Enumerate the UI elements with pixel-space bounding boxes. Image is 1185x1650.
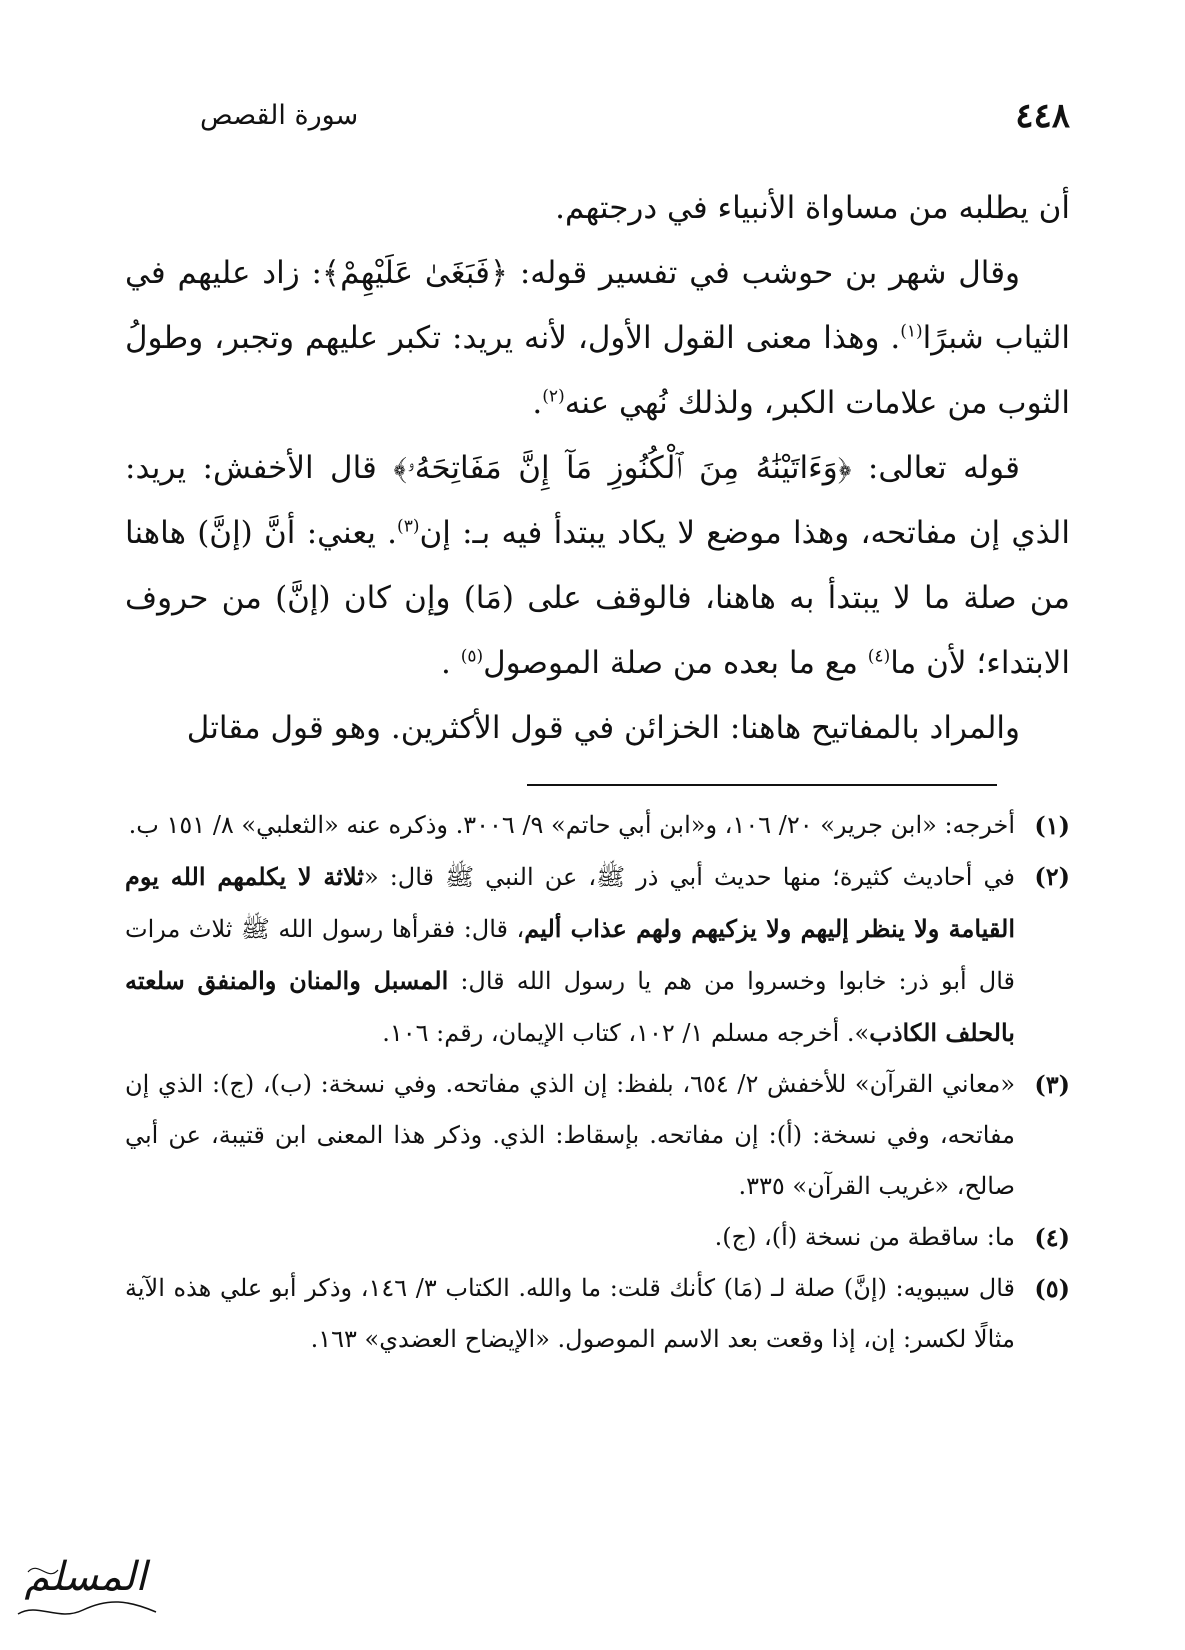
- paragraph-3: [125, 436, 1070, 696]
- p3-text-d: مع ما بعده من صلة الموصول: [483, 645, 868, 681]
- footnote-3: [125, 1059, 1070, 1212]
- footnote-text: قال سيبويه: (إنَّ) صلة لـ (مَا) كأنك قلت: ما والله. الكتاب ٣/ ١٤٦، وذكر أبو علي هذه الآية مثالًا لكسر: إن، إذا وقعت بعد الاسم الموصول. «الإيضاح العضدي» ١٦٣.: [125, 1274, 1015, 1353]
- logo-text: المسلم: [24, 1554, 147, 1600]
- quran-quote-1: ﴿فَبَغَىٰ عَلَيْهِمْ﴾: [321, 255, 509, 291]
- footnote-ref-1[interactable]: (١): [900, 321, 923, 342]
- hadith-text: المسبل والمنان والمنفق سلعته بالحلف الكاذب: [125, 966, 1015, 1047]
- paragraph-1: [125, 176, 1070, 241]
- hadith-text: ثلاثة لا يكلمهم الله يوم القيامة ولا ينظر إليهم ولا يزكيهم ولهم عذاب أليم: [125, 862, 1016, 943]
- p3-text-e: .: [441, 645, 461, 681]
- p3-text-a: قوله تعالى:: [851, 450, 1021, 486]
- p3-text-b: قال الأخفش: يريد: الذي إن مفاتحه، وهذا موضع لا يكاد يبتدأ فيه بـ: إن: [125, 450, 1070, 551]
- footnote-ref-4[interactable]: (٤): [867, 646, 891, 667]
- page-number: ٤٤٨: [1015, 96, 1070, 136]
- p2-text-c: . وهذا معنى القول الأول، لأنه يريد: تكبر عليهم وتجبر، وطولُ الثوب من علامات الكبر، ولذلك نُهي عنه: [125, 320, 1070, 421]
- footnote-5: [125, 1263, 1070, 1365]
- paragraph-1-text: أن يطلبه من مساواة الأنبياء في درجتهم.: [555, 190, 1070, 226]
- footnote-1: [125, 800, 1070, 851]
- paragraph-4-text: والمراد بالمفاتيح هاهنا: الخزائن في قول الأكثرين. وهو قول مقاتل: [186, 710, 1020, 746]
- main-text: [125, 176, 1070, 761]
- p2-text-b: : زاد عليهم في الثياب شبرًا: [125, 255, 1071, 356]
- publisher-logo: [8, 1552, 163, 1642]
- footnote-text: «معاني القرآن» للأخفش ٢/ ٦٥٤، بلفظ: إن الذي مفاتحه. وفي نسخة: (ب)، (ج): الذي إن مفاتحه، وفي نسخة: (أ): إن مفاتحه. بإسقاط: الذي. وذكر هذا المعنى ابن قتيبة، عن أبي صالح، «غريب القرآن» ٣٣٥.: [125, 1070, 1016, 1200]
- footnote-text: ». أخرجه مسلم ١/ ١٠٢، كتاب الإيمان، رقم: ١٠٦.: [382, 1019, 870, 1047]
- footnote-text: أخرجه: «ابن جرير» ٢٠/ ١٠٦، و«ابن أبي حاتم» ٩/ ٣٠٠٦. وذكره عنه «الثعلبي» ٨/ ١٥١ ب.: [128, 811, 1015, 839]
- footnote-number: (٤): [1034, 1223, 1070, 1252]
- footnote-number: (٣): [1034, 1070, 1070, 1099]
- footnote-number: (٥): [1034, 1274, 1070, 1303]
- footnote-text: ، قال: فقرأها رسول الله ﷺ ثلاث مرات قال أبو ذر: خابوا وخسروا من هم يا رسول الله قال:: [125, 915, 1015, 995]
- footnote-ref-2[interactable]: (٢): [542, 386, 565, 407]
- paragraph-4: [125, 696, 1070, 761]
- p2-text-d: .: [532, 385, 543, 421]
- footnote-text: في أحاديث كثيرة؛ منها حديث أبي ذر ﷺ، عن النبي ﷺ قال: «: [363, 863, 1015, 891]
- paragraph-2: [125, 241, 1070, 436]
- surah-title: سورة القصص: [200, 100, 359, 131]
- footnote-divider: [527, 784, 997, 786]
- footnote-text: ما: ساقطة من نسخة (أ)، (ج).: [714, 1223, 1015, 1251]
- footnote-2: [125, 851, 1070, 1059]
- quran-quote-2: ﴿وَءَاتَيْنَٰهُ مِنَ ٱلْكُنُوزِ مَآ إِنَّ مَفَاتِحَهُۥ﴾: [393, 450, 852, 486]
- footnotes: [125, 800, 1070, 1365]
- footnote-ref-5[interactable]: (٥): [460, 646, 484, 667]
- footnote-number: (٢): [1034, 862, 1070, 891]
- footnote-4: [125, 1212, 1070, 1263]
- p2-text-a: وقال شهر بن حوشب في تفسير قوله:: [508, 255, 1021, 291]
- footnote-number: (١): [1034, 811, 1070, 840]
- p3-text-c: . يعني: أنَّ (إنَّ) هاهنا من صلة ما لا يبتدأ به هاهنا، فالوقف على (مَا) وإن كان (إنَّ) من حروف الابتداء؛ لأن ما: [125, 515, 1070, 681]
- footnote-ref-3[interactable]: (٣): [397, 516, 420, 537]
- running-head: [190, 96, 1070, 146]
